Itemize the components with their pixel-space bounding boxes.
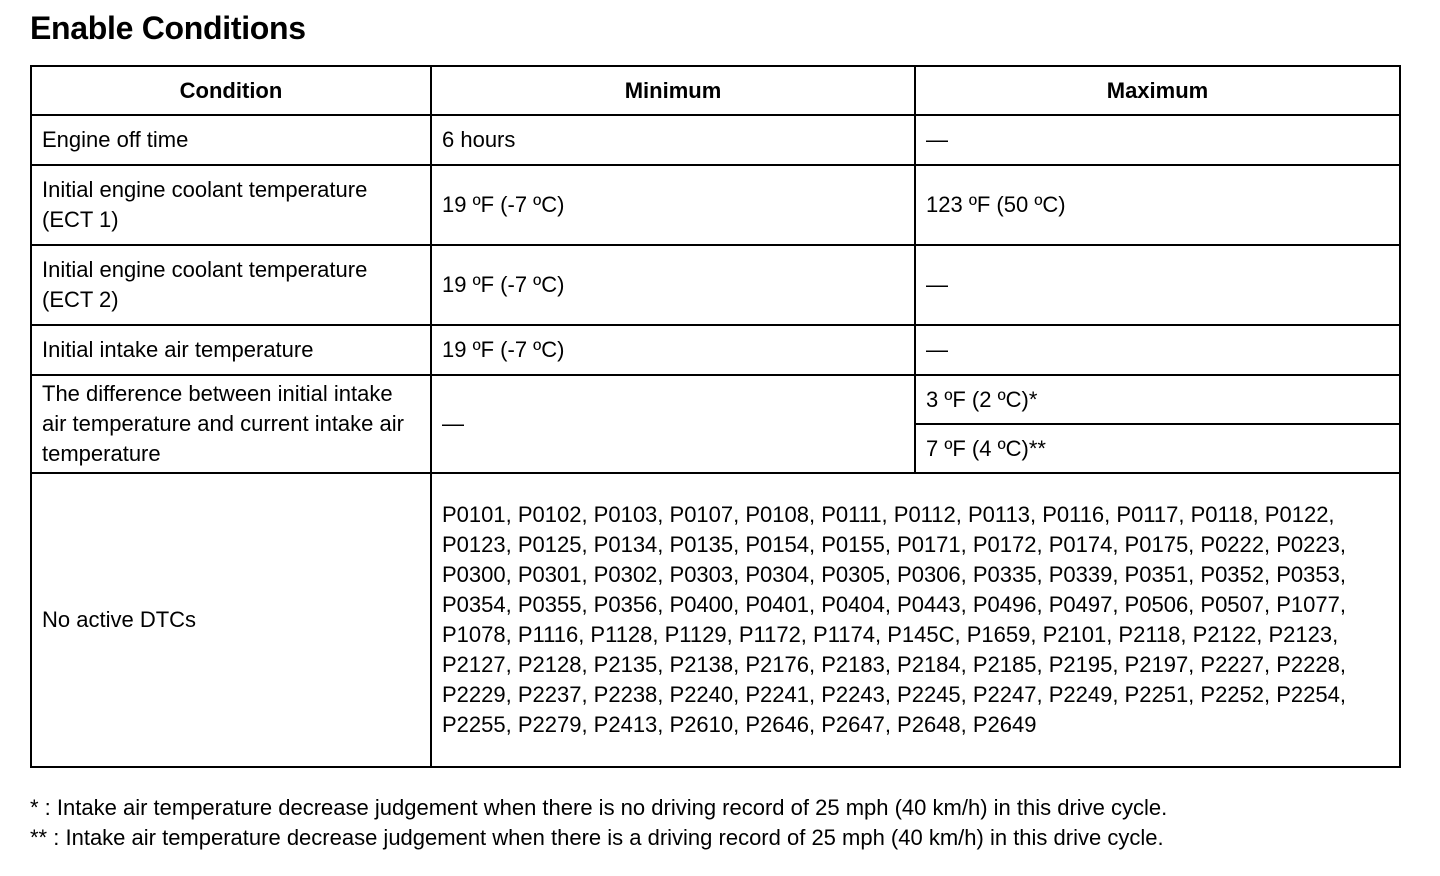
maximum-cell: — bbox=[915, 115, 1400, 165]
condition-cell: Engine off time bbox=[31, 115, 431, 165]
footnote-double-asterisk bbox=[30, 823, 1167, 853]
header-maximum: Maximum bbox=[915, 66, 1400, 115]
table-row bbox=[31, 115, 1400, 165]
table-row bbox=[31, 473, 1400, 767]
footnote-single-asterisk bbox=[30, 793, 1167, 823]
condition-cell: Initial engine coolant temperature (ECT 1) bbox=[31, 165, 431, 245]
minimum-cell: — bbox=[431, 375, 915, 473]
footnote-text: Intake air temperature decrease judgement when there is no driving record of 25 mph (40 km/h) in this drive cycle. bbox=[56, 795, 1168, 820]
maximum-cell: — bbox=[915, 325, 1400, 375]
table-row bbox=[31, 165, 1400, 245]
header-condition: Condition bbox=[31, 66, 431, 115]
table-row bbox=[31, 375, 1400, 424]
maximum-cell: 3 ºF (2 ºC)* bbox=[915, 375, 1400, 424]
table-row bbox=[31, 245, 1400, 325]
page-title: Enable Conditions bbox=[30, 10, 306, 46]
minimum-cell: 19 ºF (-7 ºC) bbox=[431, 165, 915, 245]
dtc-list-cell: P0101, P0102, P0103, P0107, P0108, P0111, P0112, P0113, P0116, P0117, P0118, P0122, P0123, P0125, P0134, P0135, P0154, P0155, P0171, P0172, P0174, P0175, P0222, P0223, P0300, P0301, P0302, P0303, P0304, P0305, P0306, P0335, P0339, P0351, P0352, P0353, P0354, P0355, P0356, P0400, P0401, P0404, P0443, P0496, P0497, P0506, P0507, P1077, P1078, P1116, P1128, P1129, P1172, P1174, P145C, P1659, P2101, P2118, P2122, P2123, P2127, P2128, P2135, P2138, P2176, P2183, P2184, P2185, P2195, P2197, P2227, P2228, P2229, P2237, P2238, P2240, P2241, P2243, P2245, P2247, P2249, P2251, P2252, P2254, P2255, P2279, P2413, P2610, P2646, P2647, P2648, P2649 bbox=[431, 473, 1400, 767]
table-row bbox=[31, 325, 1400, 375]
header-minimum: Minimum bbox=[431, 66, 915, 115]
minimum-cell: 6 hours bbox=[431, 115, 915, 165]
minimum-cell: 19 ºF (-7 ºC) bbox=[431, 325, 915, 375]
footnote-mark: * : bbox=[30, 795, 51, 820]
footnote-text: Intake air temperature decrease judgement when there is a driving record of 25 mph (40 km/h) in this drive cycle. bbox=[65, 825, 1164, 850]
condition-cell: Initial intake air temperature bbox=[31, 325, 431, 375]
condition-cell: No active DTCs bbox=[31, 473, 431, 767]
maximum-cell: 7 ºF (4 ºC)** bbox=[915, 424, 1400, 473]
enable-conditions-table bbox=[30, 65, 1401, 768]
footnotes bbox=[30, 793, 1167, 853]
condition-cell: The difference between initial intake air temperature and current intake air temperature bbox=[31, 375, 431, 473]
condition-cell: Initial engine coolant temperature (ECT 2) bbox=[31, 245, 431, 325]
maximum-cell: — bbox=[915, 245, 1400, 325]
maximum-cell: 123 ºF (50 ºC) bbox=[915, 165, 1400, 245]
footnote-mark: ** : bbox=[30, 825, 60, 850]
minimum-cell: 19 ºF (-7 ºC) bbox=[431, 245, 915, 325]
table-header-row bbox=[31, 66, 1400, 115]
